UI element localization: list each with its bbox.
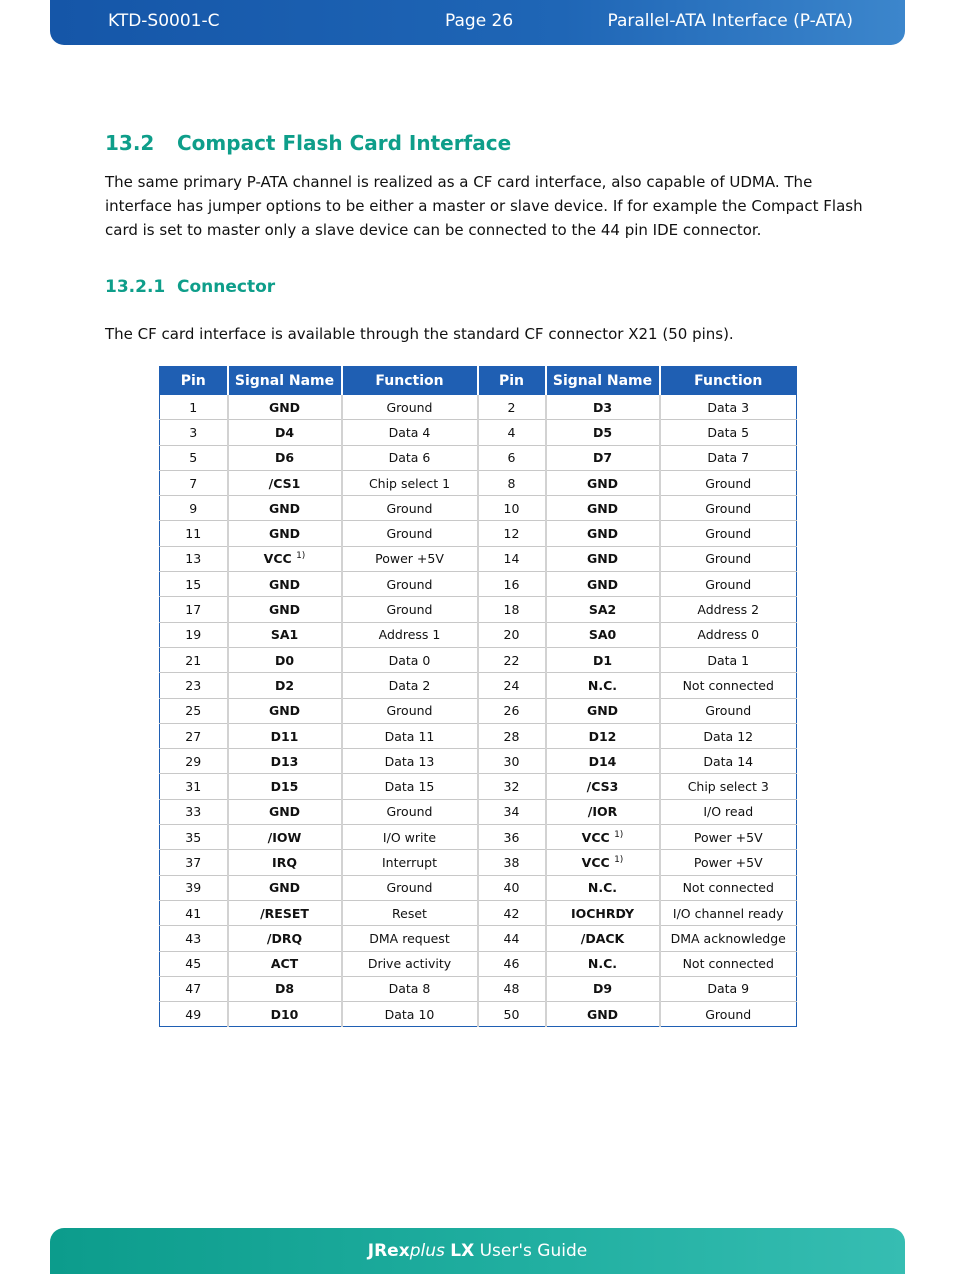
pin-number: 11 (160, 521, 228, 546)
function: Ground (342, 496, 478, 521)
function: Data 2 (342, 673, 478, 698)
signal-cell (228, 926, 342, 951)
pin-number: 34 (478, 799, 546, 824)
pin-number: 40 (478, 875, 546, 900)
pin-number: 16 (478, 572, 546, 597)
pin-number: 26 (478, 698, 546, 723)
section-number: 13.2 (105, 131, 155, 155)
table-row (160, 546, 797, 571)
signal-cell (228, 799, 342, 824)
pin-number: 42 (478, 900, 546, 925)
function: I/O write (342, 825, 478, 850)
signal-cell (228, 825, 342, 850)
signal-name: D7 (592, 450, 613, 466)
document-id: KTD-S0001-C (108, 11, 220, 31)
page-header (50, 0, 905, 45)
signal-cell (546, 597, 660, 622)
signal-cell (228, 875, 342, 900)
subsection-paragraph: The CF card interface is available through the standard CF connector X21 (50 pins). (105, 325, 734, 343)
table-row (160, 850, 797, 875)
pin-number: 7 (160, 470, 228, 495)
pin-number: 29 (160, 749, 228, 774)
signal-cell (228, 420, 342, 445)
signal-cell (228, 723, 342, 748)
pin-number: 36 (478, 825, 546, 850)
signal-name: D6 (274, 450, 295, 466)
signal-name: SA0 (588, 627, 617, 643)
product-name: JRex (367, 1241, 410, 1261)
column-header: Pin (478, 367, 546, 396)
chapter-title: Parallel-ATA Interface (P-ATA) (607, 11, 853, 31)
signal-cell (546, 976, 660, 1001)
signal-cell (546, 572, 660, 597)
function: Chip select 3 (660, 774, 797, 799)
signal-cell (228, 546, 342, 571)
guide-label: User's Guide (479, 1241, 588, 1261)
signal-name: GND (268, 500, 301, 516)
pin-number: 17 (160, 597, 228, 622)
signal-name: D0 (274, 652, 295, 668)
pin-number: 37 (160, 850, 228, 875)
pin-number: 8 (478, 470, 546, 495)
table-row (160, 496, 797, 521)
table-row (160, 1002, 797, 1027)
page-footer (50, 1228, 905, 1274)
pin-number: 27 (160, 723, 228, 748)
signal-name: GND (586, 526, 619, 542)
signal-cell (228, 976, 342, 1001)
table-row (160, 597, 797, 622)
signal-name: GND (268, 576, 301, 592)
signal-cell (546, 799, 660, 824)
signal-cell (546, 673, 660, 698)
pin-number: 14 (478, 546, 546, 571)
signal-name: VCC (581, 855, 610, 871)
pin-number: 13 (160, 546, 228, 571)
function: Data 15 (342, 774, 478, 799)
function: Interrupt (342, 850, 478, 875)
signal-name: /DRQ (266, 930, 303, 946)
pin-number: 20 (478, 622, 546, 647)
function: Chip select 1 (342, 470, 478, 495)
signal-cell (228, 496, 342, 521)
signal-name: GND (268, 804, 301, 820)
function: Drive activity (342, 951, 478, 976)
function: Ground (660, 521, 797, 546)
table-row (160, 572, 797, 597)
signal-cell (546, 774, 660, 799)
function: Data 0 (342, 647, 478, 672)
signal-cell (228, 647, 342, 672)
pin-number: 22 (478, 647, 546, 672)
function: Ground (660, 496, 797, 521)
function: Data 14 (660, 749, 797, 774)
signal-name: D14 (588, 753, 617, 769)
function: Ground (342, 875, 478, 900)
signal-cell (546, 723, 660, 748)
signal-cell (228, 521, 342, 546)
table-row (160, 673, 797, 698)
pin-number: 38 (478, 850, 546, 875)
function: Data 6 (342, 445, 478, 470)
signal-cell (228, 470, 342, 495)
pin-number: 48 (478, 976, 546, 1001)
signal-cell (228, 749, 342, 774)
pin-number: 44 (478, 926, 546, 951)
function: I/O channel ready (660, 900, 797, 925)
function: I/O read (660, 799, 797, 824)
signal-cell (546, 825, 660, 850)
function: Data 11 (342, 723, 478, 748)
pin-number: 43 (160, 926, 228, 951)
pin-number: 10 (478, 496, 546, 521)
signal-name: ACT (270, 956, 299, 972)
function: Power +5V (660, 825, 797, 850)
signal-cell (228, 698, 342, 723)
signal-name: D11 (270, 728, 299, 744)
function: Data 13 (342, 749, 478, 774)
signal-name: D13 (270, 753, 299, 769)
function: Ground (342, 597, 478, 622)
function: Not connected (660, 673, 797, 698)
function: Ground (342, 572, 478, 597)
pin-number: 50 (478, 1002, 546, 1027)
table-row (160, 647, 797, 672)
table-row (160, 875, 797, 900)
table-row (160, 470, 797, 495)
table-row (160, 723, 797, 748)
signal-name: /DACK (580, 930, 625, 946)
signal-cell (546, 496, 660, 521)
function: Data 4 (342, 420, 478, 445)
signal-name: GND (586, 1006, 619, 1022)
table-row (160, 825, 797, 850)
function: Data 7 (660, 445, 797, 470)
signal-cell (546, 622, 660, 647)
pin-number: 12 (478, 521, 546, 546)
signal-name: /IOR (587, 804, 618, 820)
function: DMA acknowledge (660, 926, 797, 951)
signal-name: D4 (274, 424, 295, 440)
pin-number: 6 (478, 445, 546, 470)
signal-name: GND (586, 500, 619, 516)
table-row (160, 926, 797, 951)
pin-number: 24 (478, 673, 546, 698)
signal-cell (228, 622, 342, 647)
signal-name: GND (268, 399, 301, 415)
pin-number: 30 (478, 749, 546, 774)
footnote-marker: 1) (614, 829, 624, 840)
signal-cell (228, 673, 342, 698)
function: Ground (342, 799, 478, 824)
signal-name: D3 (592, 399, 613, 415)
function: Not connected (660, 951, 797, 976)
subsection-title: Connector (177, 277, 276, 297)
table-row (160, 976, 797, 1001)
signal-name: D8 (274, 981, 295, 997)
signal-name: GND (586, 576, 619, 592)
pinout-table (159, 366, 797, 1027)
pin-number: 9 (160, 496, 228, 521)
signal-cell (546, 546, 660, 571)
pin-number: 1 (160, 395, 228, 420)
pin-number: 32 (478, 774, 546, 799)
table-row (160, 521, 797, 546)
signal-name: GND (586, 475, 619, 491)
table-row (160, 951, 797, 976)
column-header: Function (660, 367, 797, 396)
signal-cell (228, 951, 342, 976)
signal-name: N.C. (587, 956, 618, 972)
signal-cell (546, 420, 660, 445)
signal-name: D12 (588, 728, 617, 744)
signal-name: GND (268, 703, 301, 719)
function: Ground (660, 698, 797, 723)
pin-number: 3 (160, 420, 228, 445)
column-header: Function (342, 367, 478, 396)
signal-name: N.C. (587, 677, 618, 693)
pin-number: 39 (160, 875, 228, 900)
pin-number: 4 (478, 420, 546, 445)
signal-cell (228, 445, 342, 470)
function: Ground (342, 698, 478, 723)
signal-name: GND (268, 602, 301, 618)
signal-cell (546, 445, 660, 470)
function: Address 2 (660, 597, 797, 622)
signal-name: D2 (274, 677, 295, 693)
table-row (160, 799, 797, 824)
signal-name: SA2 (588, 602, 617, 618)
table-row (160, 445, 797, 470)
product-model: LX (450, 1241, 475, 1261)
pin-number: 49 (185, 1006, 202, 1022)
pin-number: 28 (478, 723, 546, 748)
table-header-row (160, 367, 797, 396)
pin-number: 19 (160, 622, 228, 647)
signal-cell (546, 951, 660, 976)
function: Data 5 (660, 420, 797, 445)
signal-cell (228, 597, 342, 622)
table-row (160, 622, 797, 647)
signal-cell (546, 1002, 660, 1027)
signal-cell (546, 521, 660, 546)
signal-name: VCC (263, 551, 292, 567)
function: Address 0 (660, 622, 797, 647)
function: Not connected (660, 875, 797, 900)
signal-name: D1 (592, 652, 613, 668)
section-heading (105, 131, 511, 155)
function: Ground (342, 521, 478, 546)
signal-name: /CS3 (586, 779, 619, 795)
signal-cell (546, 749, 660, 774)
page-number: Page 26 (445, 11, 514, 31)
signal-cell (228, 395, 342, 420)
function: DMA request (342, 926, 478, 951)
function: Ground (342, 395, 478, 420)
function: Data 9 (660, 976, 797, 1001)
pin-number: 31 (160, 774, 228, 799)
signal-cell (228, 774, 342, 799)
signal-name: GND (586, 703, 619, 719)
column-header: Signal Name (546, 367, 660, 396)
table-row (160, 774, 797, 799)
signal-cell (546, 926, 660, 951)
pin-number: 47 (160, 976, 228, 1001)
subsection-heading (105, 277, 275, 297)
function: Address 1 (342, 622, 478, 647)
column-header: Pin (160, 367, 228, 396)
signal-cell (546, 900, 660, 925)
signal-name: D9 (592, 981, 613, 997)
pin-number: 5 (160, 445, 228, 470)
signal-cell (546, 698, 660, 723)
signal-name: /IOW (267, 829, 302, 845)
signal-cell (228, 900, 342, 925)
signal-name: D5 (592, 424, 613, 440)
table-row (160, 698, 797, 723)
table-row (160, 749, 797, 774)
function: Power +5V (342, 546, 478, 571)
footnote-marker: 1) (296, 551, 306, 562)
pin-number: 23 (160, 673, 228, 698)
pin-number: 45 (160, 951, 228, 976)
signal-name: SA1 (270, 627, 299, 643)
signal-name: IOCHRDY (570, 905, 635, 921)
pin-number: 41 (160, 900, 228, 925)
signal-name: GND (586, 551, 619, 567)
product-suffix: plus (409, 1241, 445, 1261)
footnote-marker: 1) (614, 854, 624, 865)
section-title: Compact Flash Card Interface (177, 131, 512, 155)
signal-name: GND (268, 880, 301, 896)
section-paragraph: The same primary P-ATA channel is realized as a CF card interface, also capable of UDMA. The interface has jumper options to be either a master or slave device. If for example the Compact Flash card is set to master only a slave device can be connected to the 44 pin IDE connector. (105, 173, 863, 239)
function: Ground (660, 470, 797, 495)
signal-name: VCC (581, 829, 610, 845)
signal-cell (228, 572, 342, 597)
function: Data 10 (342, 1002, 478, 1027)
signal-cell (546, 647, 660, 672)
table-row (160, 900, 797, 925)
signal-cell (546, 875, 660, 900)
signal-cell (546, 395, 660, 420)
signal-cell (228, 850, 342, 875)
function: Data 3 (660, 395, 797, 420)
function: Power +5V (660, 850, 797, 875)
signal-cell (546, 470, 660, 495)
function: Ground (660, 546, 797, 571)
subsection-number: 13.2.1 (105, 277, 166, 297)
pin-number: 35 (160, 825, 228, 850)
pin-number: 2 (478, 395, 546, 420)
function: Data 1 (660, 647, 797, 672)
pin-number: 18 (478, 597, 546, 622)
signal-cell (228, 1002, 342, 1027)
function: Data 8 (342, 976, 478, 1001)
signal-name: /RESET (260, 905, 309, 921)
column-header: Signal Name (228, 367, 342, 396)
function: Reset (342, 900, 478, 925)
signal-name: D15 (270, 779, 299, 795)
signal-name: GND (268, 526, 301, 542)
table-row (160, 395, 797, 420)
pin-number: 33 (160, 799, 228, 824)
signal-name: N.C. (587, 880, 618, 896)
pin-number: 21 (160, 647, 228, 672)
pin-number: 15 (160, 572, 228, 597)
signal-name: /CS1 (268, 475, 301, 491)
signal-name: IRQ (272, 854, 297, 870)
signal-cell (546, 850, 660, 875)
signal-name: D10 (270, 1006, 299, 1022)
function: Ground (660, 572, 797, 597)
pin-number: 25 (160, 698, 228, 723)
function: Data 12 (660, 723, 797, 748)
table-row (160, 420, 797, 445)
function: Ground (660, 1002, 797, 1027)
pin-number: 46 (478, 951, 546, 976)
